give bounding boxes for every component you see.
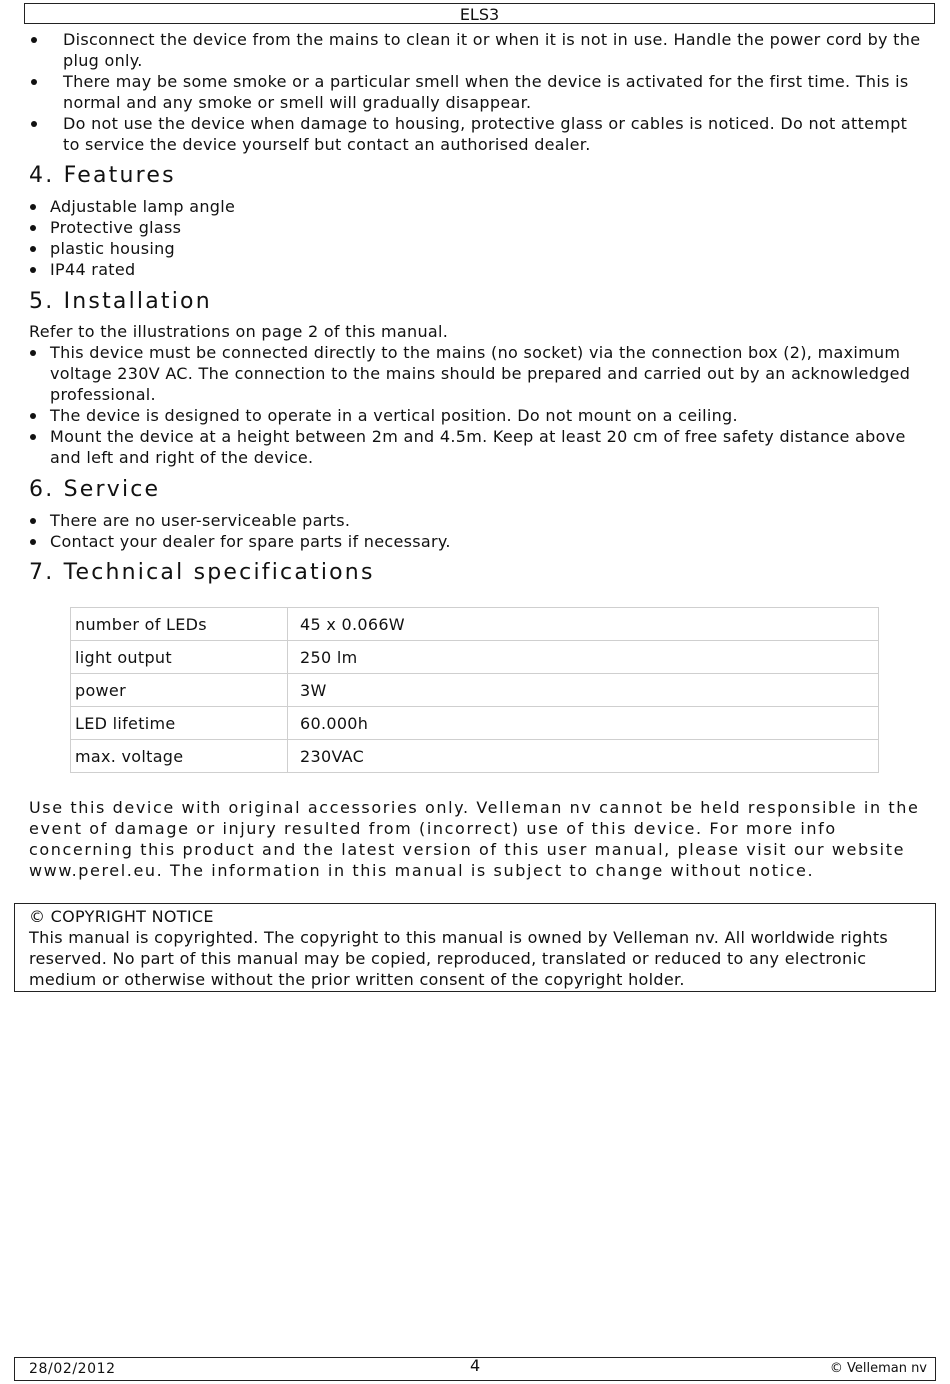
bullet-icon bbox=[30, 350, 36, 356]
service-heading: 6. Service bbox=[29, 477, 161, 502]
page-footer bbox=[14, 1357, 936, 1381]
features-heading: 4. Features bbox=[29, 163, 176, 188]
list-item: Disconnect the device from the mains to clean it or when it is not in use. Handle the power cord by the plug only. bbox=[63, 29, 923, 71]
document-title: ELS3 bbox=[459, 5, 500, 24]
list-item: There are no user-serviceable parts. bbox=[50, 510, 930, 531]
specs-heading: 7. Technical specifications bbox=[29, 560, 375, 585]
service-list bbox=[50, 510, 930, 552]
spec-label: max. voltage bbox=[71, 740, 288, 773]
document-header bbox=[24, 3, 935, 24]
list-item: Contact your dealer for spare parts if necessary. bbox=[50, 531, 930, 552]
spec-label: LED lifetime bbox=[71, 707, 288, 740]
list-item: There may be some smoke or a particular smell when the device is activated for the first time. This is normal and any smoke or smell will gradually disappear. bbox=[63, 71, 923, 113]
spec-label: light output bbox=[71, 641, 288, 674]
features-list bbox=[50, 196, 930, 280]
table-row bbox=[71, 707, 879, 740]
footer-date: 28/02/2012 bbox=[29, 1361, 116, 1377]
spec-label: number of LEDs bbox=[71, 608, 288, 641]
list-item: IP44 rated bbox=[50, 259, 930, 280]
list-item: The device is designed to operate in a vertical position. Do not mount on a ceiling. bbox=[50, 405, 930, 426]
bullet-icon bbox=[30, 204, 36, 210]
table-row bbox=[71, 674, 879, 707]
bullet-icon bbox=[30, 246, 36, 252]
spec-value: 60.000h bbox=[288, 707, 879, 740]
spec-value: 250 lm bbox=[288, 641, 879, 674]
bullet-icon bbox=[30, 225, 36, 231]
installation-heading: 5. Installation bbox=[29, 289, 212, 314]
bullet-icon bbox=[30, 267, 36, 273]
closing-paragraph: Use this device with original accessories only. Velleman nv cannot be held responsible in the event of damage or injury resulted from (incorrect) use of this device. For more info concerning this product and the latest version of this user manual, please visit our website www.perel.eu. The information in this manual is subject to change without notice. bbox=[29, 798, 920, 880]
bullet-icon bbox=[31, 79, 37, 85]
copyright-notice bbox=[14, 903, 936, 992]
specs-table bbox=[70, 607, 879, 773]
bullet-icon bbox=[31, 121, 37, 127]
copyright-title: © COPYRIGHT NOTICE bbox=[29, 907, 214, 926]
bullet-icon bbox=[30, 539, 36, 545]
table-row bbox=[71, 641, 879, 674]
list-item: Do not use the device when damage to housing, protective glass or cables is noticed. Do not attempt to service the device yourself but contact an authorised dealer. bbox=[63, 113, 923, 155]
bullet-icon bbox=[30, 518, 36, 524]
copyright-body: This manual is copyrighted. The copyright to this manual is owned by Velleman nv. All worldwide rights reserved. No part of this manual may be copied, reproduced, translated or reduced to any electronic medium or otherwise without the prior written consent of the copyright holder. bbox=[29, 928, 889, 989]
installation-list bbox=[50, 342, 930, 468]
table-row bbox=[71, 608, 879, 641]
list-item: Protective glass bbox=[50, 217, 930, 238]
bullet-icon bbox=[30, 434, 36, 440]
bullet-icon bbox=[30, 413, 36, 419]
list-item: Mount the device at a height between 2m and 4.5m. Keep at least 20 cm of free safety distance above and left and right of the device. bbox=[50, 426, 930, 468]
spec-value: 230VAC bbox=[288, 740, 879, 773]
footer-owner: © Velleman nv bbox=[829, 1361, 927, 1376]
spec-value: 3W bbox=[288, 674, 879, 707]
list-item: Adjustable lamp angle bbox=[50, 196, 930, 217]
page-number: 4 bbox=[470, 1356, 481, 1375]
list-item: This device must be connected directly to the mains (no socket) via the connection box (2), maximum voltage 230V AC. The connection to the mains should be prepared and carried out by an acknowledged professional. bbox=[50, 342, 930, 405]
spec-value: 45 x 0.066W bbox=[288, 608, 879, 641]
bullet-icon bbox=[31, 37, 37, 43]
table-row bbox=[71, 740, 879, 773]
spec-label: power bbox=[71, 674, 288, 707]
list-item: plastic housing bbox=[50, 238, 930, 259]
installation-intro: Refer to the illustrations on page 2 of this manual. bbox=[29, 322, 449, 341]
safety-list bbox=[63, 29, 923, 155]
